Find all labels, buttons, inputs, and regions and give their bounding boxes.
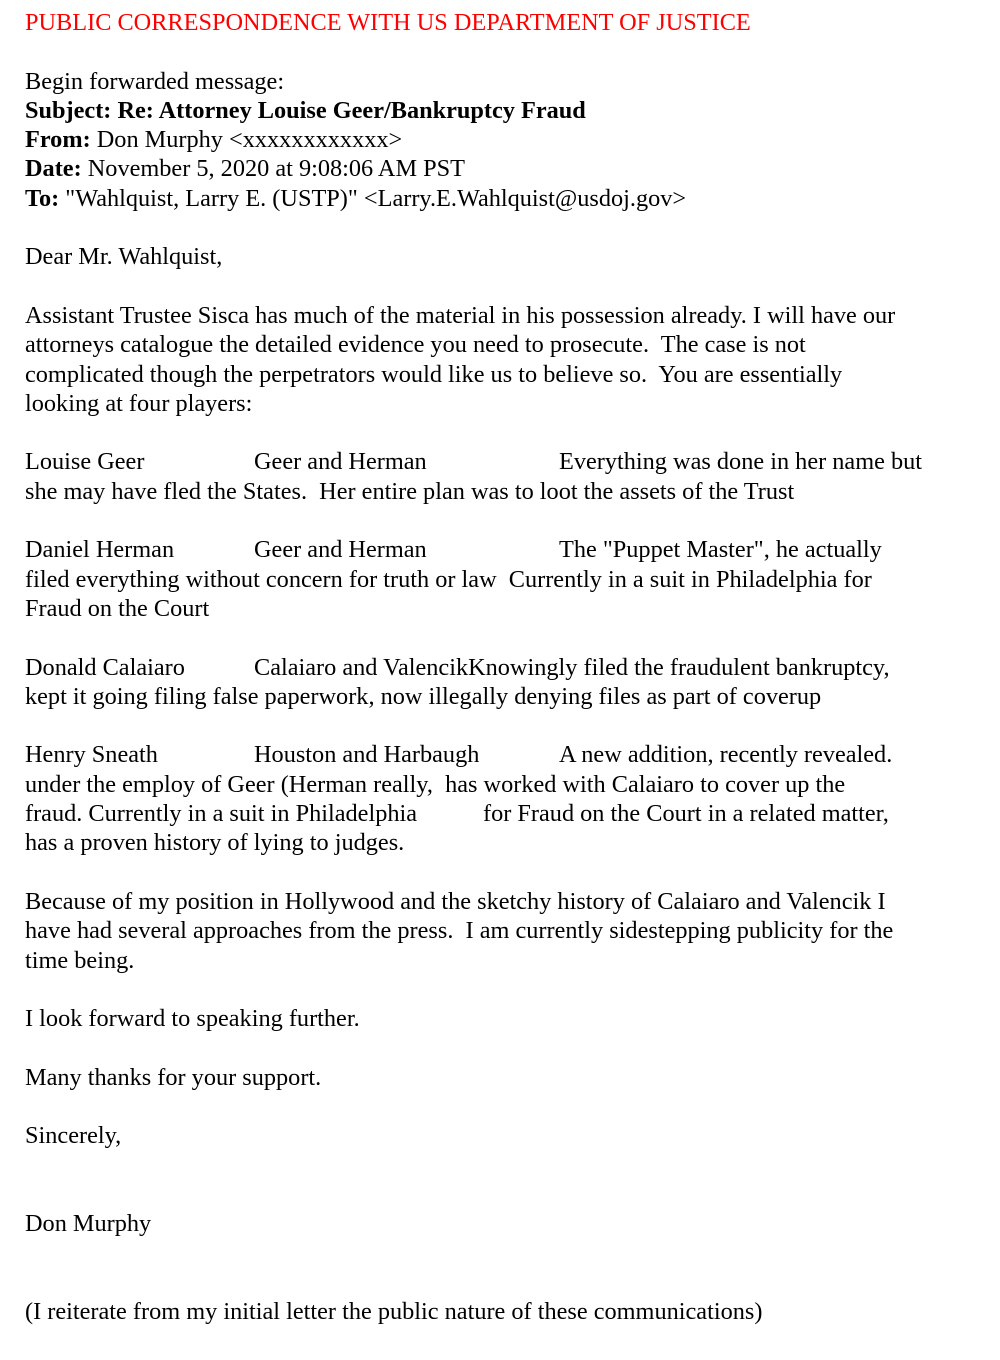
player-name: Henry Sneath <box>25 741 158 769</box>
to-line <box>25 184 975 213</box>
player-note-line <box>25 799 975 828</box>
from-label: From: <box>25 126 91 154</box>
paragraph-line: attorneys catalogue the detailed evidence you need to prosecute. The case is not <box>25 331 806 359</box>
player-note-line: under the employ of Geer (Herman really, has worked with Calaiaro to cover up the <box>25 770 846 798</box>
paragraph-line: have had several approaches from the press. I am currently sidestepping publicity for the <box>25 917 894 945</box>
player-entry-geer <box>25 447 975 506</box>
player-note-line: Fraud on the Court <box>25 594 210 622</box>
player-firm: Geer and Herman <box>254 536 427 564</box>
signoff: Sincerely, <box>25 1122 122 1150</box>
player-name: Louise Geer <box>25 448 145 476</box>
player-note-line: she may have fled the States. Her entire plan was to loot the assets of the Trust <box>25 477 795 505</box>
paragraph-line: Assistant Trustee Sisca has much of the material in his possession already. I will have our <box>25 301 896 329</box>
player-note: A new addition, recently revealed. <box>559 741 893 769</box>
postscript: (I reiterate from my initial letter the public nature of these communications) <box>25 1298 763 1326</box>
from-line <box>25 125 975 154</box>
player-row <box>25 535 975 564</box>
spacer <box>25 418 975 447</box>
player-note-part: for Fraud on the Court in a related matter, <box>483 800 889 828</box>
spacer <box>25 975 975 1004</box>
spacer <box>25 272 975 301</box>
spacer <box>25 1092 975 1121</box>
email-document <box>25 8 975 1326</box>
player-note-line: kept it going filing false paperwork, now illegally denying files as part of coverup <box>25 682 822 710</box>
player-note: Knowingly filed the fraudulent bankruptcy, <box>468 653 890 681</box>
spacer <box>25 213 975 242</box>
spacer <box>25 711 975 740</box>
subject-label: Subject: <box>25 96 112 124</box>
spacer <box>25 623 975 652</box>
player-note-line: has a proven history of lying to judges. <box>25 829 405 857</box>
player-firm: Calaiaro and Valencik <box>254 653 469 681</box>
spacer <box>25 1238 975 1297</box>
player-row <box>25 653 975 682</box>
player-note: Everything was done in her name but <box>559 448 923 476</box>
player-row <box>25 447 975 476</box>
paragraph-press <box>25 887 975 975</box>
player-entry-sneath <box>25 740 975 857</box>
paragraph-line: looking at four players: <box>25 389 253 417</box>
player-entry-calaiaro <box>25 653 975 712</box>
page-title: PUBLIC CORRESPONDENCE WITH US DEPARTMENT OF JUSTICE <box>25 9 751 36</box>
closing-line: I look forward to speaking further. <box>25 1005 360 1033</box>
player-note-part: fraud. Currently in a suit in Philadelphia <box>25 800 418 828</box>
spacer <box>25 858 975 887</box>
paragraph-line: time being. <box>25 946 135 974</box>
to-label: To: <box>25 184 60 212</box>
player-note-line: filed everything without concern for truth or law Currently in a suit in Philadelphia for <box>25 565 872 593</box>
to-value: "Wahlquist, Larry E. (USTP)" <Larry.E.Wahlquist@usdoj.gov> <box>65 184 687 212</box>
date-label: Date: <box>25 155 82 183</box>
paragraph-intro <box>25 301 975 418</box>
player-entry-herman <box>25 535 975 623</box>
player-name: Donald Calaiaro <box>25 653 185 681</box>
spacer <box>25 1033 975 1062</box>
player-name: Daniel Herman <box>25 536 175 564</box>
spacer <box>25 1151 975 1210</box>
signature: Don Murphy <box>25 1210 152 1238</box>
forward-intro: Begin forwarded message: <box>25 67 285 95</box>
player-firm: Geer and Herman <box>254 448 427 476</box>
email-header <box>25 67 975 213</box>
from-value: Don Murphy <xxxxxxxxxxxx> <box>96 126 403 154</box>
paragraph-line: complicated though the perpetrators would like us to believe so. You are essentially <box>25 360 843 388</box>
paragraph-line: Because of my position in Hollywood and the sketchy history of Calaiaro and Valencik I <box>25 887 886 915</box>
closing-line: Many thanks for your support. <box>25 1063 322 1091</box>
spacer <box>25 506 975 535</box>
date-line <box>25 154 975 183</box>
subject-value: Re: Attorney Louise Geer/Bankruptcy Fraud <box>117 96 586 124</box>
player-row <box>25 740 975 769</box>
date-value: November 5, 2020 at 9:08:06 AM PST <box>87 155 466 183</box>
player-firm: Houston and Harbaugh <box>254 741 480 769</box>
spacer <box>25 37 975 66</box>
player-note: The "Puppet Master", he actually <box>559 536 882 564</box>
subject-line <box>25 96 975 125</box>
salutation: Dear Mr. Wahlquist, <box>25 243 223 271</box>
